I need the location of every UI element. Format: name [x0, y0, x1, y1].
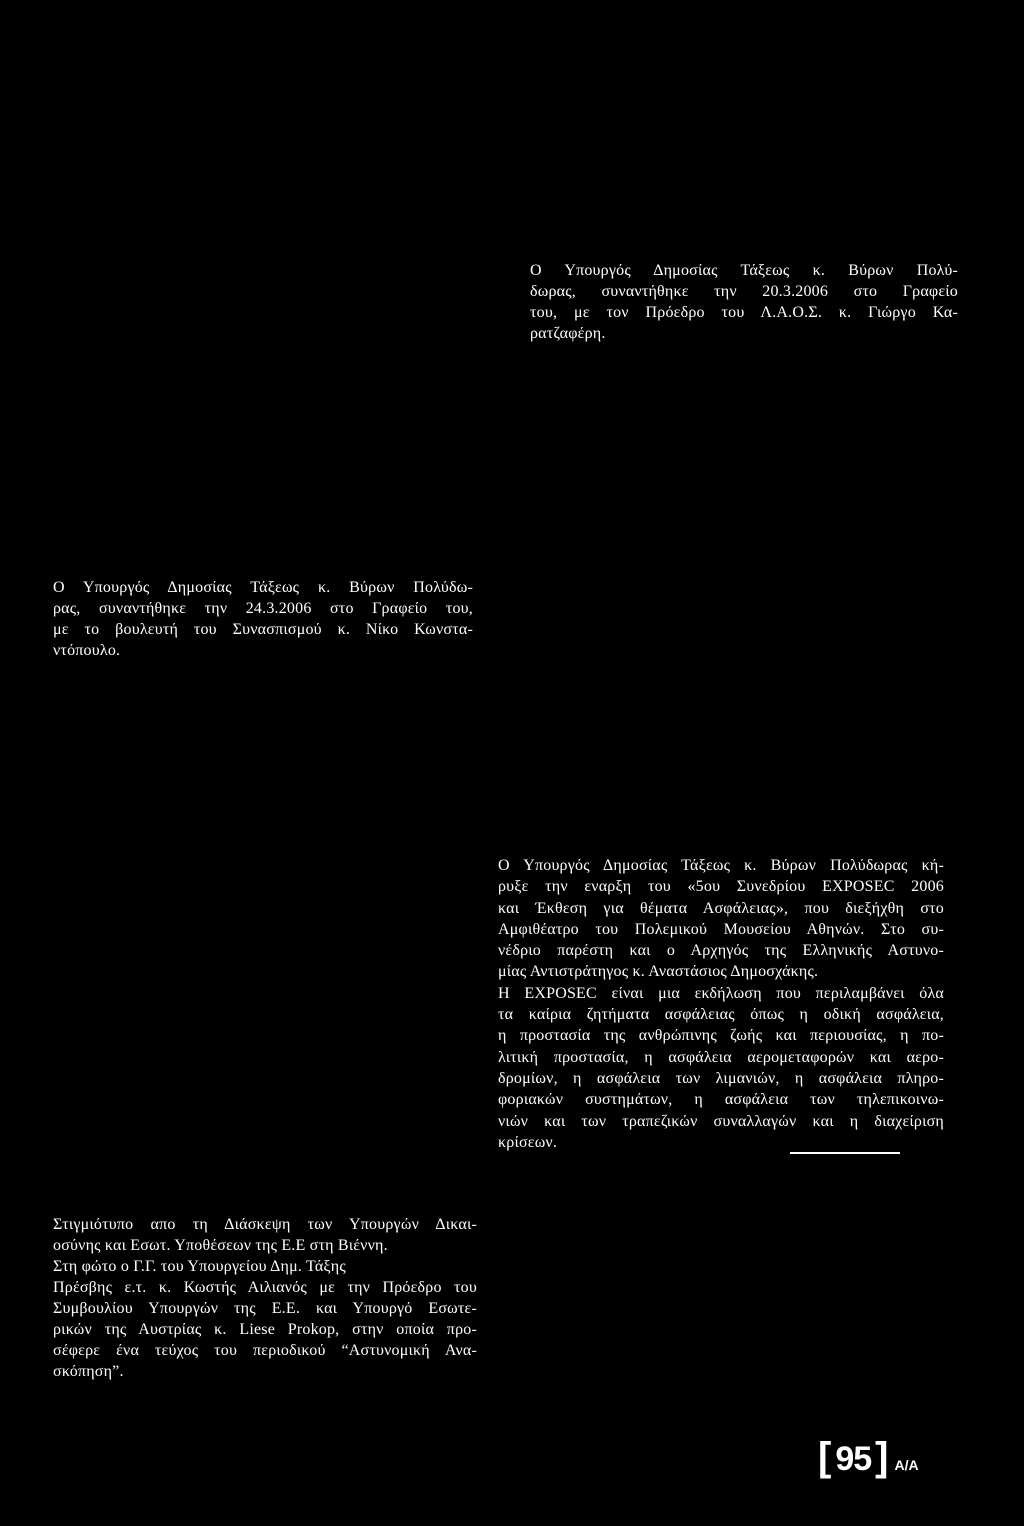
caption-photo-1 [530, 260, 958, 344]
caption-line: νιών και των τραπεζικών συναλλαγών και η διαχείριση [498, 1112, 944, 1130]
page-number-open-bracket: [ [818, 1435, 832, 1479]
caption-exposec [498, 855, 944, 1153]
page-number [818, 1437, 919, 1479]
page-number-close-bracket: ] [875, 1435, 889, 1479]
caption-line: η προστασία της ανθρώπινης ζωής και περιουσίας, η πο- [498, 1027, 944, 1045]
caption-line: ρυξε την εναρξη του «5ου Συνεδρίου EXPOSEC 2006 [498, 878, 944, 896]
caption-line: Η EXPOSEC είναι μια εκδήλωση που περιλαμβάνει όλα [498, 984, 944, 1002]
caption-line: δρομίων, η ασφάλεια των λιμανιών, η ασφάλεια πληρο- [498, 1069, 944, 1087]
caption-line: Ο Υπουργός Δημοσίας Τάξεως κ. Βύρων Πολύδω- [53, 579, 473, 596]
caption-line: τα καίρια ζητήματα ασφάλειας όπως η οδική ασφάλεια, [498, 1006, 944, 1024]
caption-line: ντόπουλο. [53, 642, 121, 659]
divider-rule [790, 1152, 900, 1154]
caption-vienna-conference [53, 1214, 477, 1382]
caption-line: Στη φώτο ο Γ.Γ. του Υπουργείου Δημ. Τάξης [53, 1258, 346, 1275]
caption-line: Ο Υπουργός Δημοσίας Τάξεως κ. Βύρων Πολύ- [530, 262, 958, 279]
caption-line: Συμβουλίου Υπουργών της Ε.Ε. και Υπουργό Εσωτε- [53, 1300, 477, 1317]
caption-line: Πρέσβης ε.τ. κ. Κωστής Αιλιανός με την Πρόεδρο του [53, 1279, 477, 1296]
caption-line: Στιγμιότυπο απο τη Διάσκεψη των Υπουργών Δικαι- [53, 1216, 477, 1233]
caption-line: νέδριο παρέστη και ο Αρχηγός της Ελληνικής Αστυνο- [498, 942, 944, 960]
caption-line: σέφερε ένα τεύχος του περιοδικού “Αστυνομική Ανα- [53, 1342, 477, 1359]
caption-line: φοριακών συστημάτων, η ασφάλεια των τηλεπικοινω- [498, 1091, 944, 1109]
caption-line: μίας Αντιστράτηγος κ. Αναστάσιος Δημοσχάκης. [498, 963, 819, 981]
caption-line: οσύνης και Εσωτ. Υποθέσεων της Ε.Ε στη Βιέννη. [53, 1237, 388, 1254]
caption-line: ρατζαφέρη. [530, 325, 606, 342]
publication-abbreviation: A/A [894, 1457, 919, 1473]
caption-line: σκόπηση”. [53, 1363, 124, 1380]
caption-line: κρίσεων. [498, 1133, 558, 1151]
caption-line: λιτική προστασία, η ασφάλεια αερομεταφορών και αερο- [498, 1048, 944, 1066]
caption-line: Αμφιθέατρο του Πολεμικού Μουσείου Αθηνών. Στο συ- [498, 920, 944, 938]
caption-line: και Έκθεση για θέματα Ασφάλειας», που διεξήχθη στο [498, 899, 944, 917]
caption-line: με το βουλευτή του Συνασπισμού κ. Νίκο Κωνστα- [53, 621, 473, 638]
caption-line: του, με τον Πρόεδρο του Λ.Α.Ο.Σ. κ. Γιώργο Κα- [530, 304, 958, 321]
caption-line: δωρας, συναντήθηκε την 20.3.2006 στο Γραφείο [530, 283, 958, 300]
caption-line: Ο Υπουργός Δημοσίας Τάξεως κ. Βύρων Πολύδωρας κή- [498, 857, 944, 874]
page-number-value: 95 [835, 1440, 872, 1478]
caption-line: ρας, συναντήθηκε την 24.3.2006 στο Γραφείο του, [53, 600, 473, 617]
caption-line: ρικών της Αυστρίας κ. Liese Prokop, στην οποία προ- [53, 1321, 477, 1338]
caption-photo-2 [53, 577, 473, 661]
